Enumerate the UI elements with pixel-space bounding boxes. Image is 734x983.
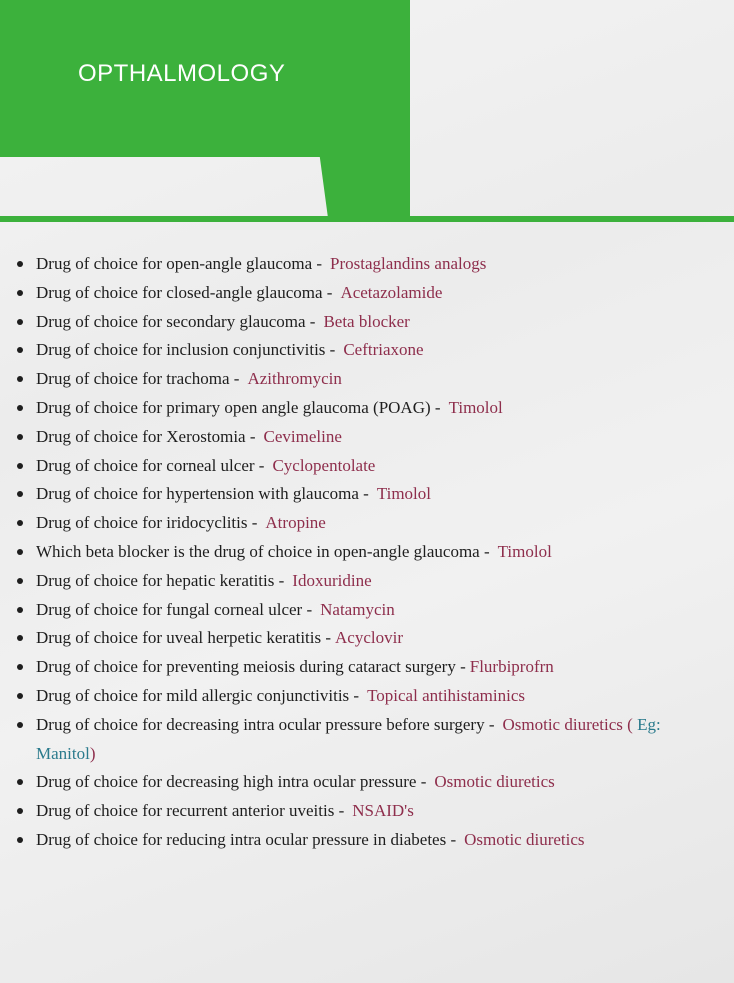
question-text: Drug of choice for mild allergic conjunctivitis -	[36, 685, 360, 705]
list-item	[0, 336, 734, 365]
bullet-icon	[17, 405, 23, 411]
answer-text: Idoxuridine	[292, 570, 372, 590]
answer-text: Beta blocker	[323, 311, 410, 331]
bullet-icon	[17, 607, 23, 613]
answer-text: Topical antihistaminics	[367, 685, 525, 705]
question-text: Drug of choice for uveal herpetic keratitis -	[36, 628, 332, 648]
list-item	[0, 279, 734, 308]
question-text: Drug of choice for closed-angle glaucoma -	[36, 282, 333, 302]
bullet-icon	[17, 722, 23, 728]
list-item	[0, 423, 734, 452]
bullet-icon	[17, 261, 23, 267]
answer-text: Acyclovir	[335, 628, 403, 648]
bullet-icon	[17, 578, 23, 584]
list-item	[0, 567, 734, 596]
question-text: Which beta blocker is the drug of choice in open-angle glaucoma -	[36, 541, 490, 561]
answer-text: Osmotic diuretics (	[502, 714, 633, 734]
list-item	[0, 308, 734, 337]
answer-text: Azithromycin	[247, 369, 342, 389]
list-item	[0, 538, 734, 567]
answer-text: Osmotic diuretics	[434, 772, 555, 792]
question-text: Drug of choice for iridocyclitis -	[36, 513, 258, 533]
bullet-icon	[17, 491, 23, 497]
question-text: Drug of choice for preventing meiosis during cataract surgery -	[36, 657, 466, 677]
bullet-icon	[17, 779, 23, 785]
bullet-icon	[17, 290, 23, 296]
list-item	[0, 596, 734, 625]
question-text: Drug of choice for decreasing high intra ocular pressure -	[36, 772, 427, 792]
list-item	[0, 711, 734, 769]
bullet-icon	[17, 808, 23, 814]
list-item	[0, 682, 734, 711]
bullet-icon	[17, 376, 23, 382]
question-text: Drug of choice for hepatic keratitis -	[36, 570, 285, 590]
answer-text: Timolol	[497, 541, 552, 561]
answer-text: Timolol	[448, 397, 503, 417]
answer-text: Cevimeline	[263, 426, 342, 446]
list-item	[0, 653, 734, 682]
question-text: Drug of choice for recurrent anterior uveitis -	[36, 801, 345, 821]
list-item	[0, 452, 734, 481]
answer-text: Flurbiprofrn	[469, 657, 554, 677]
question-text: Drug of choice for trachoma -	[36, 369, 240, 389]
question-text: Drug of choice for secondary glaucoma -	[36, 311, 316, 331]
list-item	[0, 624, 734, 653]
bullet-icon	[17, 664, 23, 670]
bullet-icon	[17, 520, 23, 526]
answer-text: Prostaglandins analogs	[330, 254, 487, 273]
question-text: Drug of choice for reducing intra ocular pressure in diabetes -	[36, 829, 457, 849]
bullet-icon	[17, 434, 23, 440]
question-text: Drug of choice for corneal ulcer -	[36, 455, 265, 475]
bullet-icon	[17, 693, 23, 699]
bullet-icon	[17, 837, 23, 843]
list-item	[0, 768, 734, 797]
answer-example-text: Eg: Manitol	[36, 714, 661, 763]
bullet-icon	[17, 463, 23, 469]
answer-text: Natamycin	[320, 599, 395, 619]
divider	[0, 216, 734, 222]
list-item	[0, 480, 734, 509]
drug-list	[0, 250, 734, 855]
title-banner	[0, 0, 410, 218]
list-item	[0, 365, 734, 394]
bullet-icon	[17, 549, 23, 555]
answer-text: NSAID's	[352, 801, 414, 821]
answer-text: Osmotic diuretics	[464, 829, 585, 849]
answer-text: Atropine	[265, 513, 326, 533]
question-text: Drug of choice for Xerostomia -	[36, 426, 256, 446]
question-text: Drug of choice for open-angle glaucoma -	[36, 254, 323, 273]
list-item	[0, 394, 734, 423]
bullet-icon	[17, 347, 23, 353]
list-item	[0, 826, 734, 855]
question-text: Drug of choice for hypertension with glaucoma -	[36, 484, 369, 504]
bullet-icon	[17, 635, 23, 641]
list-item	[0, 250, 734, 279]
answer-text: Ceftriaxone	[343, 340, 424, 360]
answer-close-paren: )	[89, 743, 96, 763]
page-title: OPTHALMOLOGY	[78, 60, 286, 87]
question-text: Drug of choice for fungal corneal ulcer -	[36, 599, 313, 619]
question-text: Drug of choice for inclusion conjunctivitis -	[36, 340, 336, 360]
answer-text: Timolol	[376, 484, 431, 504]
list-item	[0, 797, 734, 826]
list-item	[0, 509, 734, 538]
answer-text: Cyclopentolate	[272, 455, 376, 475]
answer-text: Acetazolamide	[340, 282, 443, 302]
question-text: Drug of choice for decreasing intra ocular pressure before surgery -	[36, 714, 495, 734]
bullet-icon	[17, 319, 23, 325]
question-text: Drug of choice for primary open angle glaucoma (POAG) -	[36, 397, 441, 417]
